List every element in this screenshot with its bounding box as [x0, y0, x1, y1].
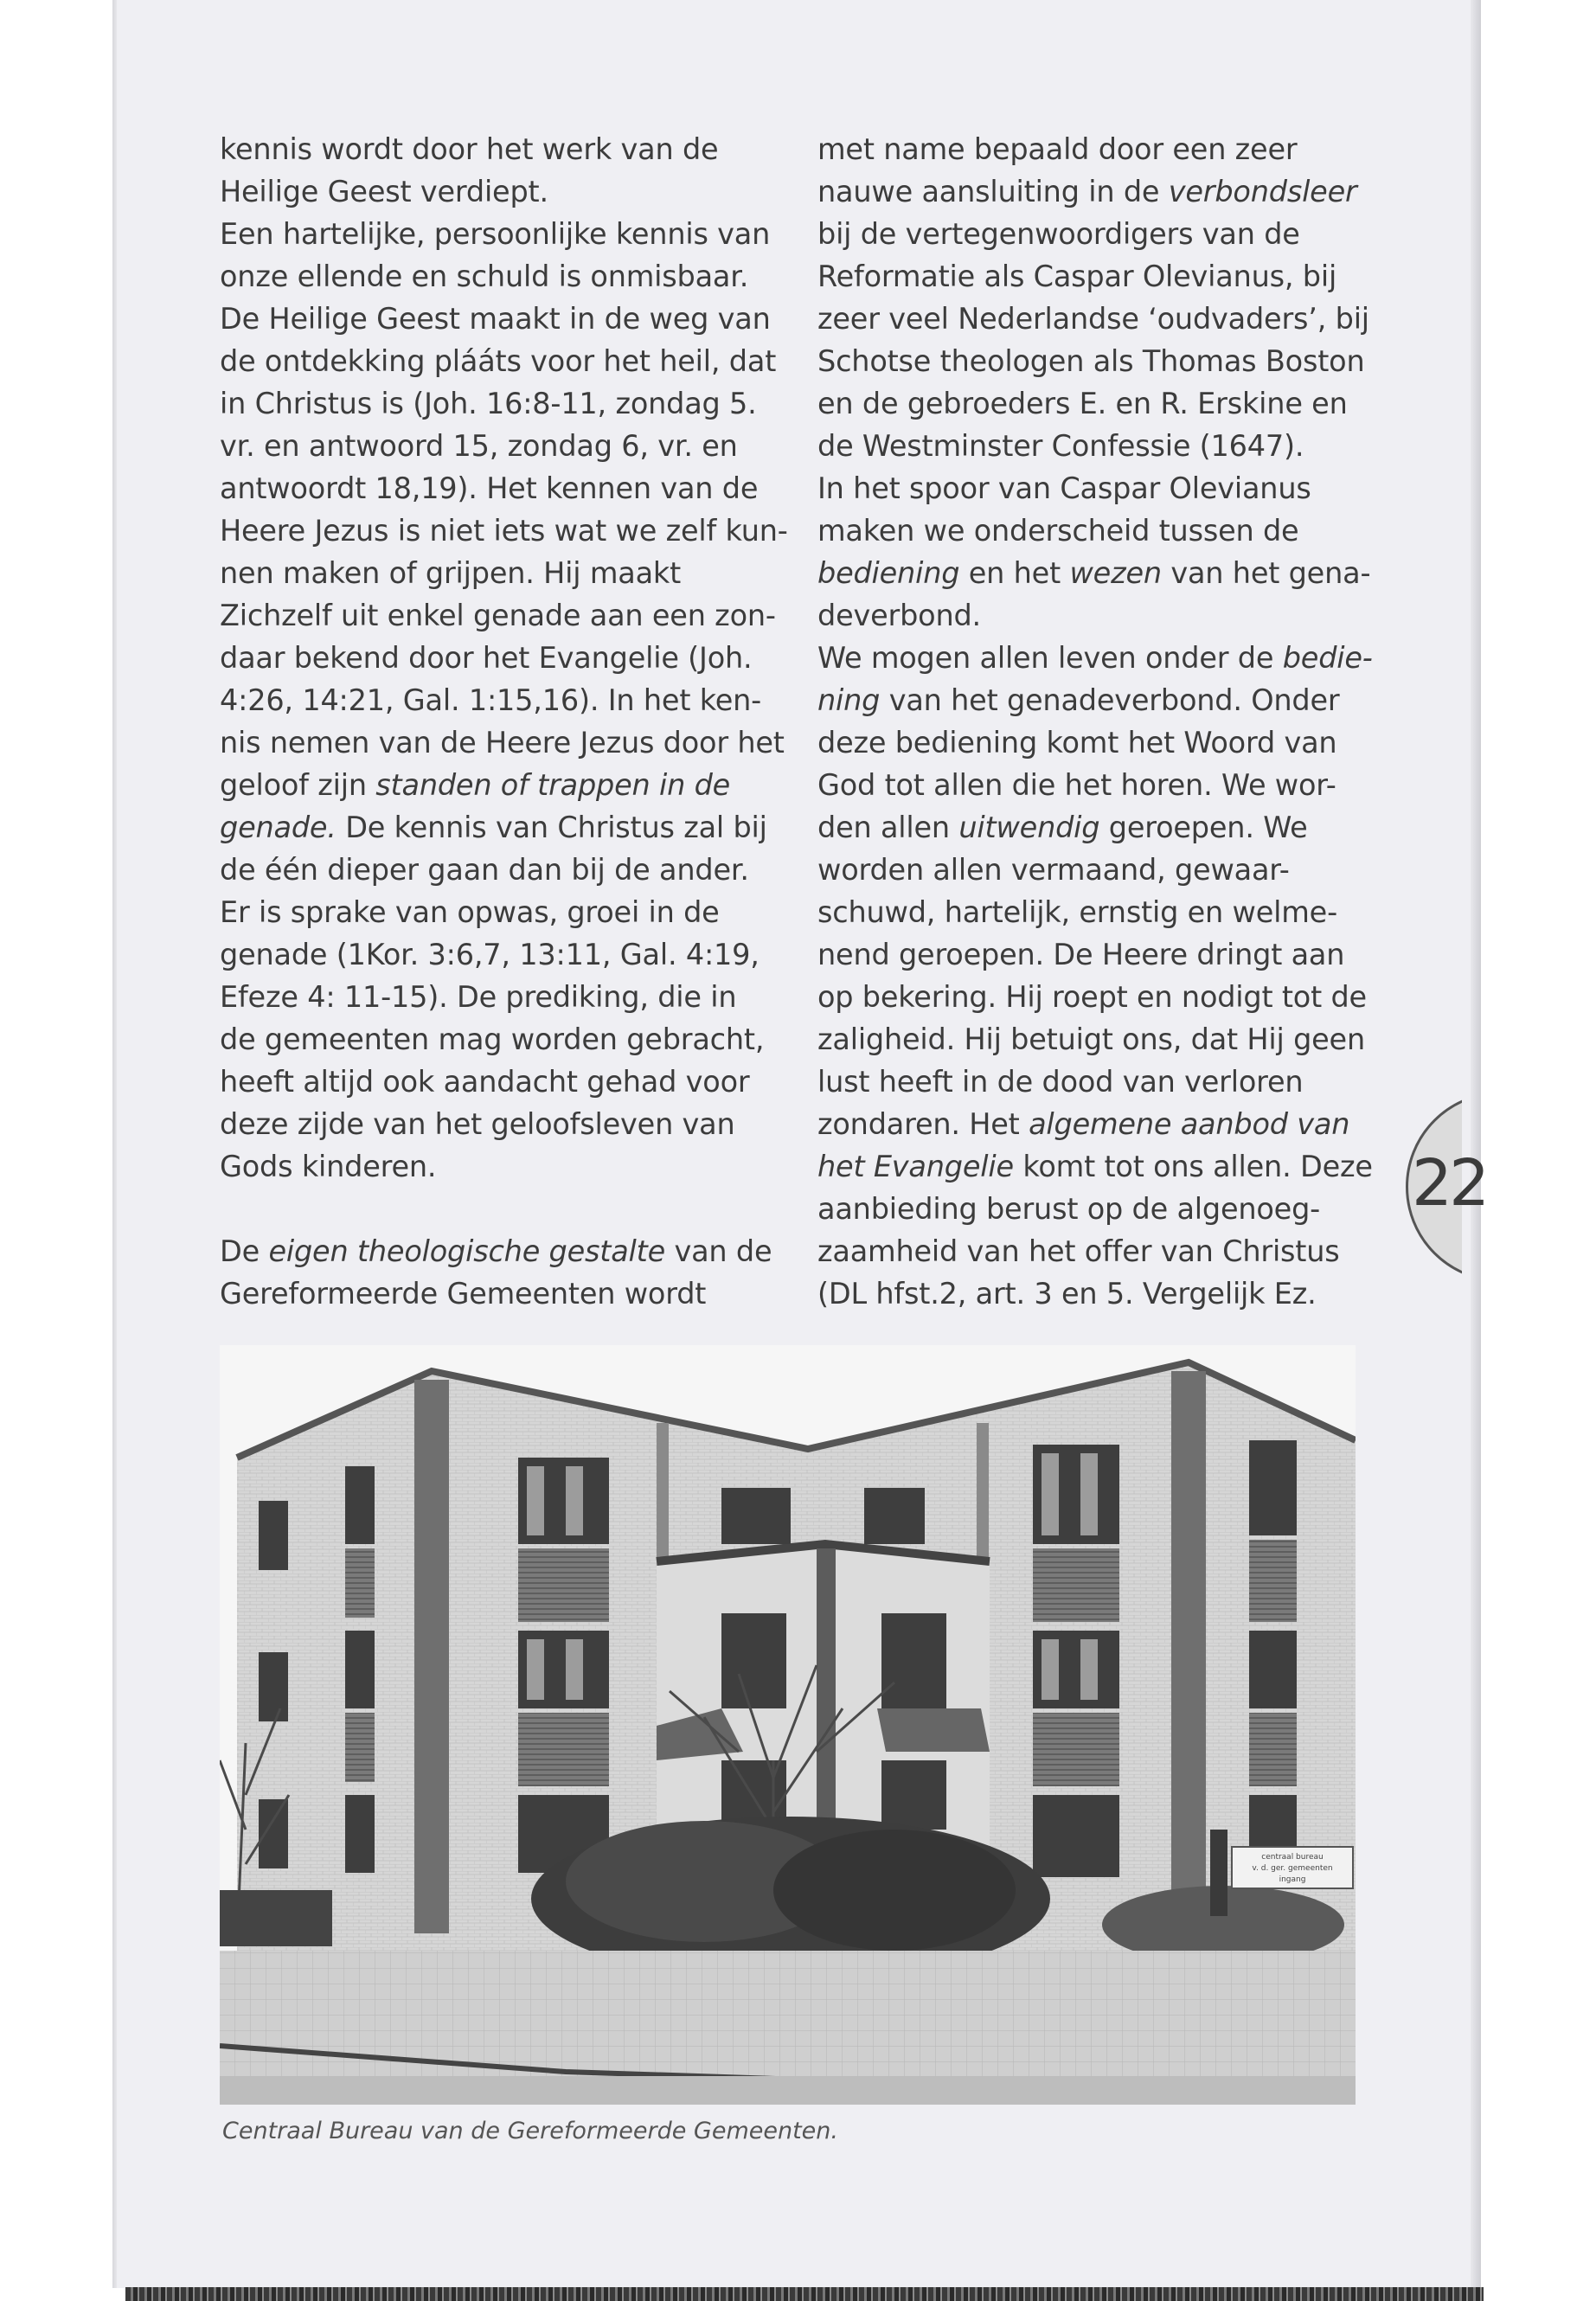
italic-run: het Evangelie [817, 1150, 1014, 1183]
text-line: nen maken of grijpen. Hij maakt [220, 556, 682, 590]
text-line: Heere Jezus is niet iets wat we zelf kun- [220, 514, 788, 548]
text-run: den allen [817, 811, 959, 844]
text-line: God tot allen die het horen. We wor- [817, 768, 1336, 802]
text-column-right [817, 128, 1371, 1315]
sign-line: v. d. ger. gemeenten [1252, 1864, 1333, 1873]
text-line: Zichzelf uit enkel genade aan een zon- [220, 599, 776, 632]
text-line: bij de vertegenwoordigers van de [817, 217, 1300, 251]
text-line: Er is sprake van opwas, groei in de [220, 895, 720, 929]
text-run: van de [665, 1234, 772, 1268]
text-line [220, 764, 773, 806]
italic-run: ning [817, 683, 881, 717]
text-line [817, 1145, 1371, 1188]
text-line: vr. en antwoord 15, zondag 6, vr. en [220, 429, 738, 463]
text-line: antwoordt 18,19). Het kennen van de [220, 471, 759, 505]
italic-run: bediening [817, 556, 960, 590]
text-line: onze ellende en schuld is onmisbaar. [220, 260, 749, 293]
sign-line: centraal bureau [1261, 1853, 1324, 1862]
text-line [220, 806, 773, 849]
text-run: nauwe aansluiting in de [817, 175, 1169, 208]
text-line: 4:26, 14:21, Gal. 1:15,16). In het ken- [220, 683, 762, 717]
text-run: en het [959, 556, 1070, 590]
text-run: van het gena- [1161, 556, 1371, 590]
text-line: kennis wordt door het werk van de [220, 132, 719, 166]
sign-line: ingang [1279, 1875, 1306, 1884]
page-edge [1471, 0, 1481, 2288]
text-line: zaligheid. Hij betuigt ons, dat Hij geen [817, 1022, 1365, 1056]
text-line: deze zijde van het geloofsleven van [220, 1107, 735, 1141]
text-run: geloof zijn [220, 768, 376, 802]
text-run: We mogen allen leven onder de [817, 641, 1283, 675]
text-line: De Heilige Geest maakt in de weg van [220, 302, 771, 336]
text-line [817, 679, 1371, 721]
page-number: 22 [1412, 1146, 1487, 1221]
text-run: zondaren. Het [817, 1107, 1029, 1141]
text-line: schuwd, hartelijk, ernstig en welme- [817, 895, 1337, 929]
italic-run: wezen [1069, 556, 1162, 590]
italic-run: verbondsleer [1168, 175, 1357, 208]
italic-run: algemene aanbod van [1029, 1107, 1350, 1141]
text-line: Reformatie als Caspar Olevianus, bij [817, 260, 1337, 293]
text-line: Gereformeerde Gemeenten wordt [220, 1277, 707, 1311]
text-line: maken we onderscheid tussen de [817, 514, 1299, 548]
text-line: de Westminster Confessie (1647). [817, 429, 1304, 463]
text-line [817, 552, 1371, 594]
text-line [817, 806, 1371, 849]
text-run: De [220, 1234, 269, 1268]
text-line: de gemeenten mag worden gebracht, [220, 1022, 765, 1056]
text-run: geroepen. We [1099, 811, 1308, 844]
building-photo [220, 1345, 1356, 2105]
text-line: de één dieper gaan dan bij de ander. [220, 853, 749, 887]
text-line: aanbieding berust op de algenoeg- [817, 1192, 1321, 1226]
text-line: daar bekend door het Evangelie (Joh. [220, 641, 753, 675]
text-line: Efeze 4: 11-15). De prediking, die in [220, 980, 737, 1014]
text-line [817, 1103, 1371, 1145]
text-line: In het spoor van Caspar Olevianus [817, 471, 1311, 505]
italic-run: eigen theologische gestalte [268, 1234, 665, 1268]
text-line: nend geroepen. De Heere dringt aan [817, 938, 1345, 971]
text-line: Heilige Geest verdiept. [220, 175, 548, 208]
text-line: met name bepaald door een zeer [817, 132, 1298, 166]
text-line: Schotse theologen als Thomas Boston [817, 344, 1365, 378]
text-line: lust heeft in de dood van verloren [817, 1065, 1304, 1099]
text-line: zeer veel Nederlandse ‘oudvaders’, bij [817, 302, 1369, 336]
italic-run: bedie- [1282, 641, 1373, 675]
text-line: deverbond. [817, 599, 981, 632]
building-illustration [220, 1345, 1356, 2105]
italic-run: uitwendig [958, 811, 1100, 844]
italic-run: standen of trappen in de [375, 768, 731, 802]
text-line: en de gebroeders E. en R. Erskine en [817, 387, 1348, 420]
photo-caption: Centraal Bureau van de Gereformeerde Gemeenten. [222, 2118, 838, 2144]
text-line: nis nemen van de Heere Jezus door het [220, 726, 785, 760]
text-line: Gods kinderen. [220, 1150, 437, 1183]
text-column-left [220, 128, 788, 1315]
text-run: De kennis van Christus zal bij [336, 811, 767, 844]
text-line: op bekering. Hij roept en nodigt tot de [817, 980, 1367, 1014]
text-line: (DL hfst.2, art. 3 en 5. Vergelijk Ez. [817, 1277, 1317, 1311]
text-line: zaamheid van het offer van Christus [817, 1234, 1340, 1268]
text-line [817, 637, 1371, 679]
text-line: heeft altijd ook aandacht gehad voor [220, 1065, 750, 1099]
text-line: worden allen vermaand, gewaar- [817, 853, 1290, 887]
text-line [817, 170, 1371, 213]
text-run: van het genadeverbond. Onder [880, 683, 1340, 717]
text-run: komt tot ons allen. Deze [1013, 1150, 1373, 1183]
text-line: Een hartelijke, persoonlijke kennis van [220, 217, 771, 251]
text-line: in Christus is (Joh. 16:8-11, zondag 5. [220, 387, 757, 420]
italic-run: genade. [220, 811, 337, 844]
text-line: genade (1Kor. 3:6,7, 13:11, Gal. 4:19, [220, 938, 760, 971]
page-bottom-edge [125, 2287, 1484, 2301]
text-line: deze bediening komt het Woord van [817, 726, 1337, 760]
text-line [220, 1230, 773, 1272]
text-line: de ontdekking plááts voor het heil, dat [220, 344, 777, 378]
